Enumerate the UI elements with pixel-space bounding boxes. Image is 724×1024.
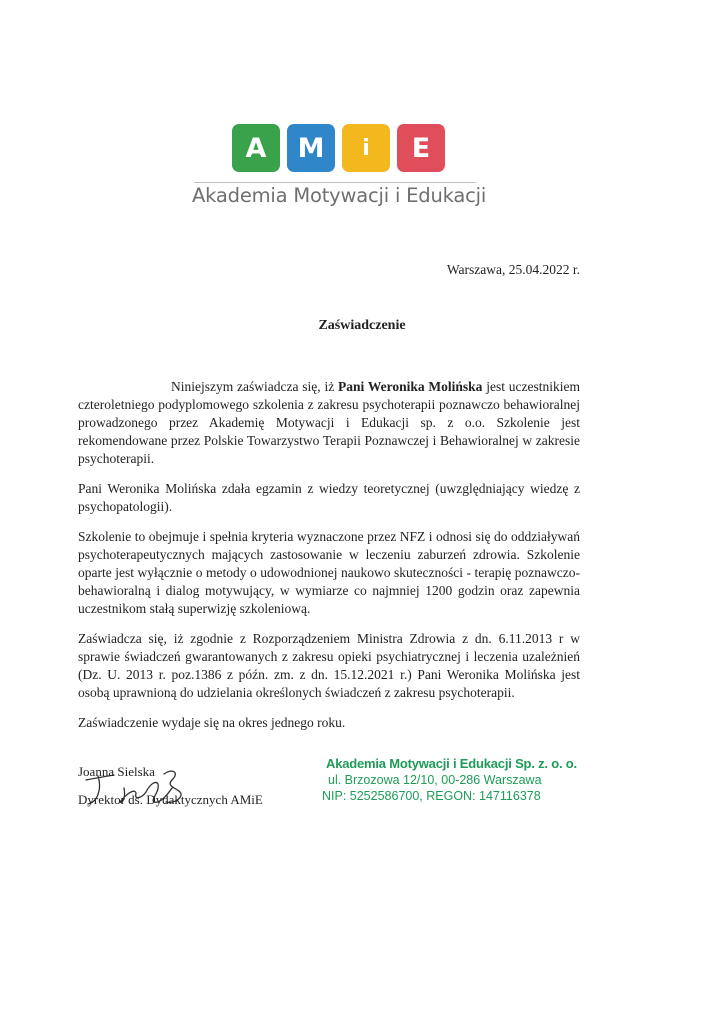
logo-tile-i: i xyxy=(342,124,390,172)
logo-tile-m: M xyxy=(287,124,335,172)
paragraph-1-intro: Niniejszym zaświadcza się, iż xyxy=(171,379,339,394)
signatory-name: Joanna Sielska xyxy=(78,764,155,779)
participant-name: Pani Weronika Molińska xyxy=(338,379,483,394)
paragraph-2: Pani Weronika Molińska zdała egzamin z wiedzy teoretycznej (uwzględniający wiedzę z psychopatologii). xyxy=(78,481,580,514)
logo-tile-e: E xyxy=(397,124,445,172)
company-stamp xyxy=(322,756,577,803)
document-date: Warszawa, 25.04.2022 r. xyxy=(446,262,580,277)
signatory-role: Dyrektor ds. Dydaktycznych AMiE xyxy=(78,792,263,807)
logo-tile-a: A xyxy=(232,124,280,172)
stamp-tax-ids: NIP: 5252586700, REGON: 147116378 xyxy=(322,789,541,803)
stamp-company-name: Akademia Motywacji i Edukacji Sp. z. o. o. xyxy=(326,756,577,771)
paragraph-1-rest: jest uczestnikiem czteroletniego podyplomowego szkolenia z zakresu psychoterapii poznawczo behawioralnej prowadzonego przez Akademię Motywacji i Edukacji sp. z o.o. Szkolenie jest rekomendowane przez Polskie Towarzystwo Terapii Poznawczej i Behawioralnej w zakresie psychoterapii. xyxy=(78,379,580,466)
paragraph-5: Zaświadczenie wydaje się na okres jednego roku. xyxy=(78,715,346,730)
paragraph-3: Szkolenie to obejmuje i spełnia kryteria wyznaczone przez NFZ i odnosi się do oddziaływań psychoterapeutycznych mających zastosowanie w leczeniu zaburzeń zdrowia. Szkolenie oparte jest wyłącznie o metody o udowodnionej naukowo skuteczności - terapię poznawczo-behawioralną i dialog motywujący, w wymiarze co najmniej 1200 godzin oraz zapewnia uczestnikom stałą superwizję szkoleniową. xyxy=(78,529,580,616)
logo-divider xyxy=(194,182,476,183)
amie-logo xyxy=(232,124,445,172)
logo-subtitle: Akademia Motywacji i Edukacji xyxy=(192,184,487,207)
document-title: Zaświadczenie xyxy=(318,318,406,333)
stamp-address: ul. Brzozowa 12/10, 00-286 Warszawa xyxy=(328,773,542,787)
paragraph-1 xyxy=(78,378,580,468)
paragraph-4: Zaświadcza się, iż zgodnie z Rozporządzeniem Ministra Zdrowia z dn. 6.11.2013 r w sprawie świadczeń gwarantowanych z zakresu opieki psychiatrycznej i leczenia uzależnień (Dz. U. 2013 r. poz.1386 z późn. zm. z dn. 15.12.2021 r.) Pani Weronika Molińska jest osobą uprawnioną do udzielania określonych świadczeń z zakresu psychoterapii. xyxy=(78,631,580,700)
document-body xyxy=(78,378,580,744)
